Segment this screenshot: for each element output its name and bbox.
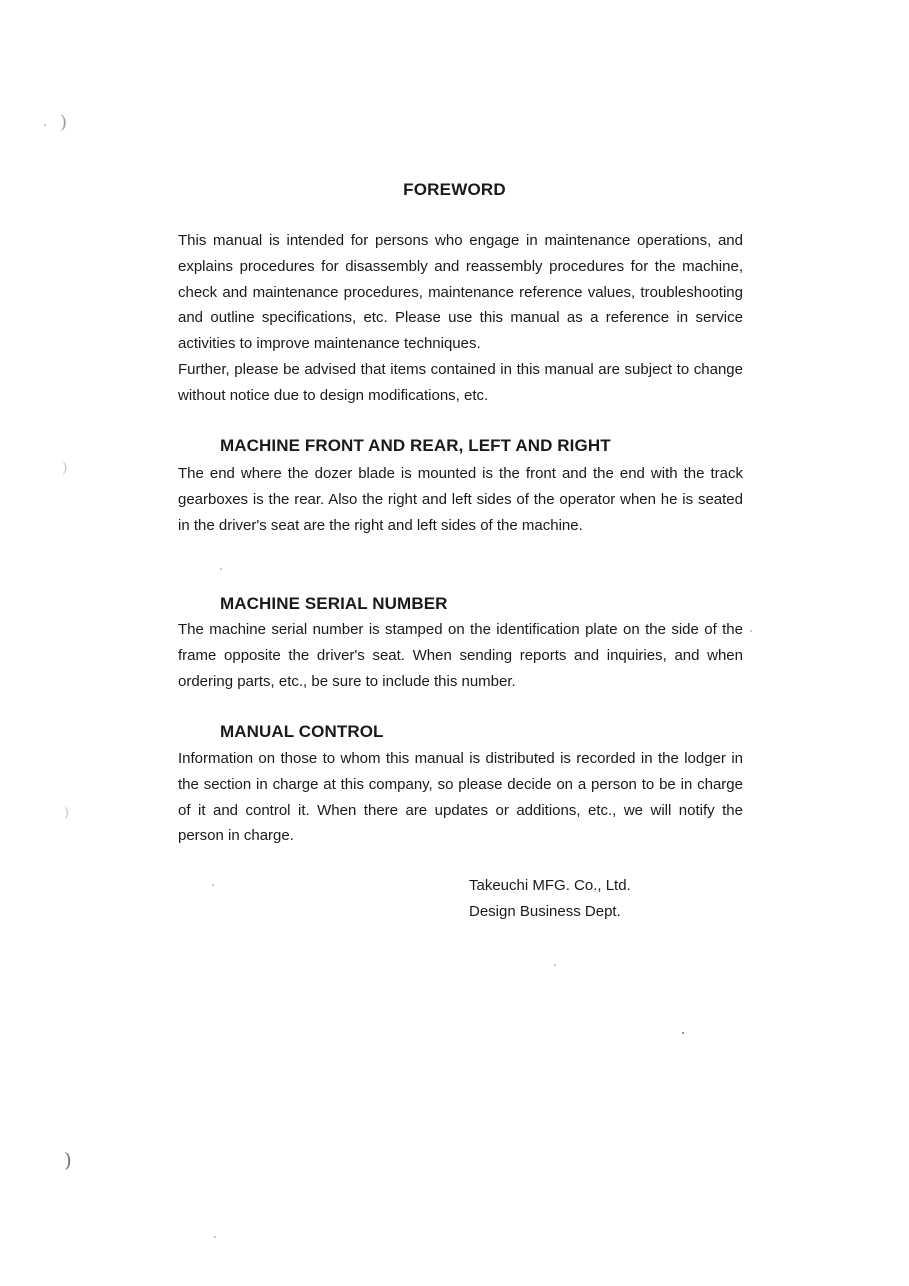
signature-block: [469, 873, 631, 925]
foreword-paragraph-2: Further, please be advised that items contained in this manual are subject to change without notice due to design modifications, etc.: [178, 360, 743, 404]
manual-control-heading: MANUAL CONTROL: [220, 722, 384, 741]
foreword-body: [178, 228, 743, 409]
scan-mark: ): [60, 112, 68, 133]
front-rear-heading: MACHINE FRONT AND REAR, LEFT AND RIGHT: [220, 436, 611, 455]
scan-speck: [554, 964, 556, 966]
foreword-title: FOREWORD: [403, 180, 506, 199]
scan-speck: [220, 568, 222, 570]
scan-mark: ): [62, 460, 68, 476]
manual-control-paragraph: [178, 746, 743, 849]
serial-number-text: The machine serial number is stamped on the identification plate on the side of the frame opposite the driver's seat. When sending reports and inquiries, and when ordering parts, etc., be sure to include this number.: [178, 621, 743, 690]
serial-number-paragraph: [178, 617, 743, 694]
scan-speck: [682, 1032, 684, 1034]
front-rear-paragraph: [178, 461, 743, 538]
scan-mark: ): [64, 806, 70, 821]
scan-mark: ): [64, 1148, 72, 1172]
serial-number-heading: MACHINE SERIAL NUMBER: [220, 594, 448, 613]
signature-company: Takeuchi MFG. Co., Ltd.: [469, 877, 631, 894]
manual-control-text: Information on those to whom this manual is distributed is recorded in the lodger in the section in charge at this company, so please decide on a person to be in charge of it and control it. When there are updates or additions, etc., we will notify the person in charge.: [178, 750, 743, 845]
scan-speck: [44, 124, 46, 126]
scan-speck: [212, 884, 214, 886]
front-rear-text: The end where the dozer blade is mounted is the front and the end with the track gearboxes is the rear. Also the right and left sides of the operator when he is seated in the driver's seat are the right and left sides of the machine.: [178, 465, 743, 534]
scan-speck: [214, 1236, 216, 1238]
signature-department: Design Business Dept.: [469, 903, 621, 920]
scan-speck: [750, 630, 752, 632]
foreword-paragraph-1: This manual is intended for persons who engage in maintenance operations, and explains procedures for disassembly and reassembly procedures for the machine, check and maintenance procedures, maintenance reference values, troubleshooting and outline specifications, etc. Please use this manual as a reference in service activities to improve maintenance techniques.: [178, 232, 743, 353]
